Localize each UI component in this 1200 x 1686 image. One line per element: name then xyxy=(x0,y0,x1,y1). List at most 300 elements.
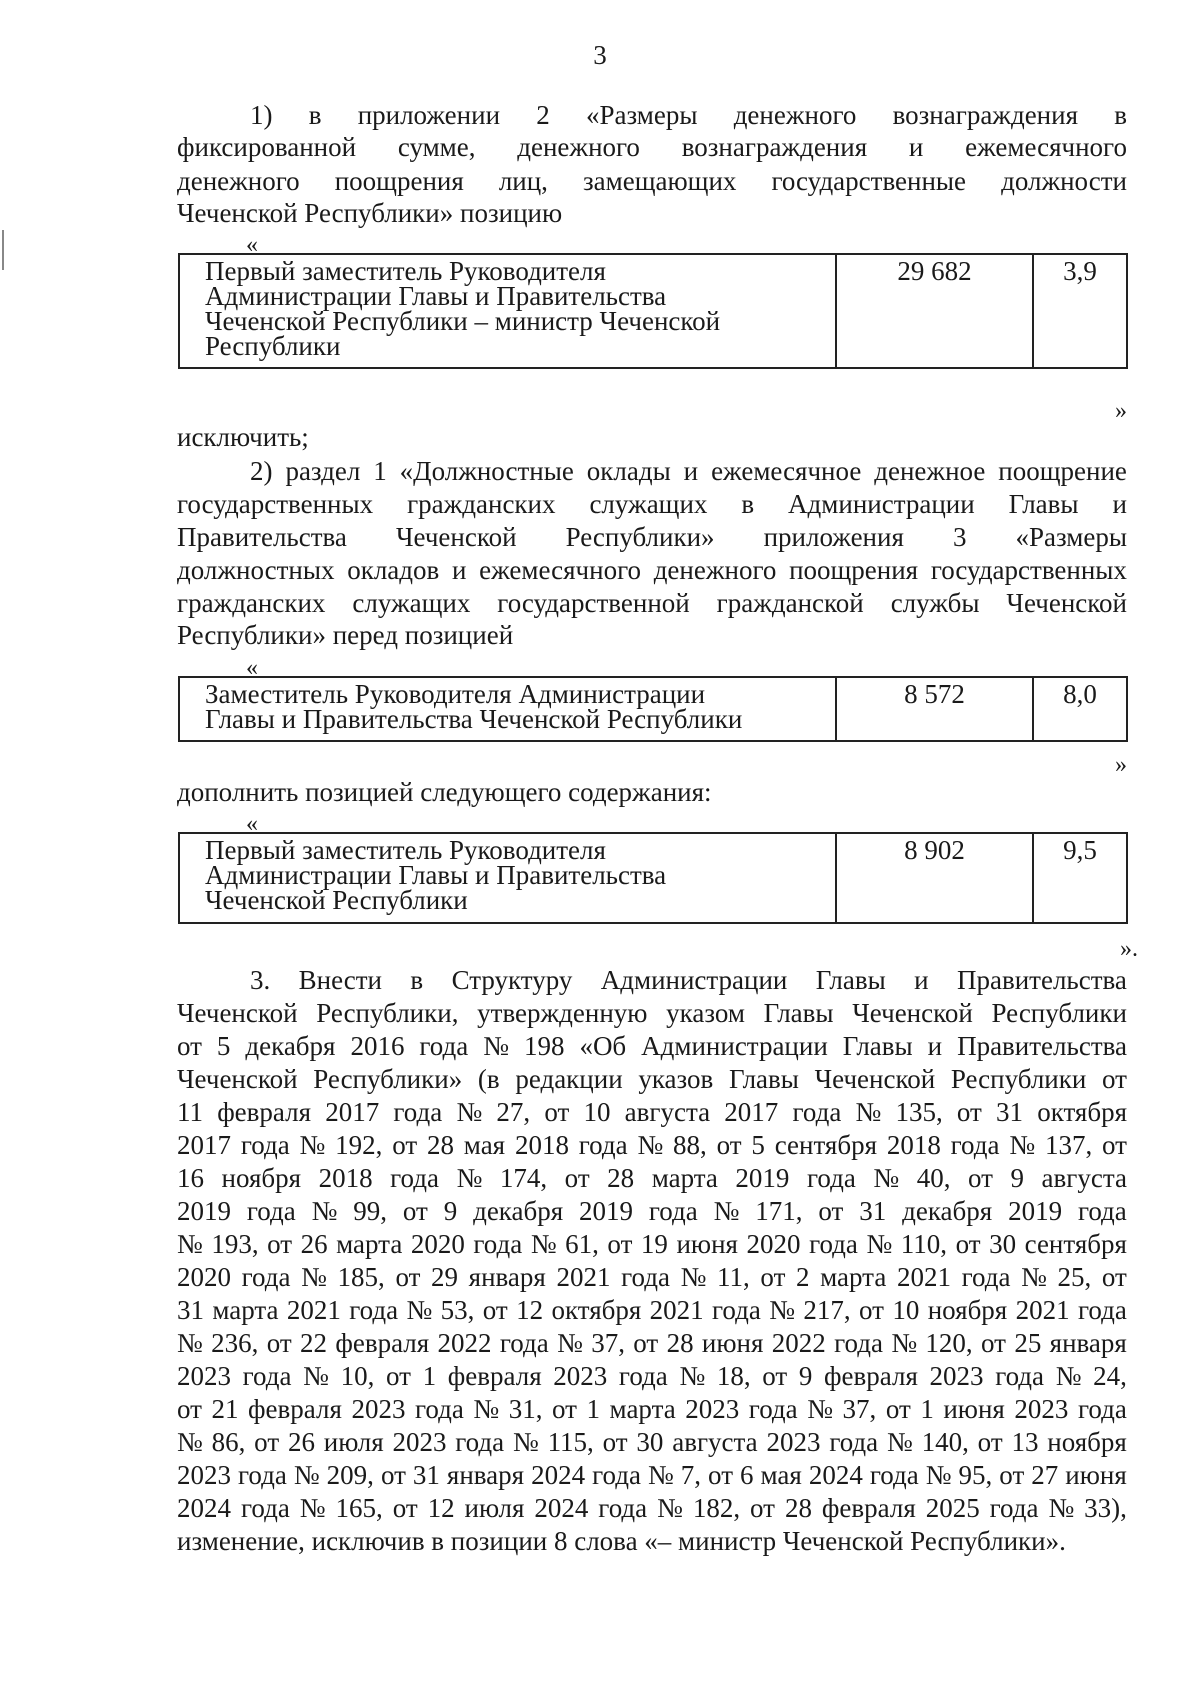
word: 1 xyxy=(422,1361,437,1391)
word: № xyxy=(530,1229,557,1259)
coefficient-cell: 3,9 xyxy=(1033,254,1127,368)
item1-action: исключить; xyxy=(177,422,309,452)
word: Внести xyxy=(298,965,383,995)
word: Правительства xyxy=(957,1031,1127,1061)
position-name-cell xyxy=(179,677,836,741)
word: Главы xyxy=(815,965,886,995)
word: от xyxy=(762,1361,788,1391)
word: от xyxy=(981,1328,1006,1358)
word: от xyxy=(967,1163,993,1193)
word: года xyxy=(834,1328,883,1358)
word: 13 xyxy=(1011,1427,1039,1457)
word: № xyxy=(512,1427,539,1457)
word: гражданской xyxy=(716,588,864,618)
word: октября xyxy=(551,1295,642,1325)
word: Главы xyxy=(1008,489,1079,519)
table-row xyxy=(179,677,1127,741)
word: от xyxy=(955,1229,981,1259)
word: 2022 xyxy=(771,1328,826,1358)
word: 10, xyxy=(340,1361,375,1391)
word: 2019 xyxy=(177,1196,231,1226)
word: 2024 xyxy=(177,1493,231,1523)
word: 95, xyxy=(958,1460,993,1490)
word: № xyxy=(769,1295,796,1325)
word: 33), xyxy=(1084,1493,1127,1523)
scan-edge-mark xyxy=(2,230,4,270)
word: июля xyxy=(464,1493,525,1523)
word: от xyxy=(956,1097,982,1127)
word: окладов xyxy=(347,555,440,585)
word: 2) xyxy=(250,456,273,486)
word: года xyxy=(598,1493,648,1523)
word: «Должностные xyxy=(399,456,574,486)
word: августа xyxy=(624,1097,711,1127)
word: декабря xyxy=(245,1031,336,1061)
word: и xyxy=(914,965,929,995)
word: 25 xyxy=(1014,1328,1042,1358)
word: года xyxy=(621,1262,670,1292)
word: от xyxy=(392,1130,418,1160)
word: от xyxy=(177,1031,202,1061)
word: от xyxy=(607,1229,633,1259)
word: № xyxy=(177,1427,203,1457)
word: 18, xyxy=(716,1361,751,1391)
position-name-line: Чеченской Республики xyxy=(205,885,468,915)
word: 165, xyxy=(335,1493,383,1523)
word: года xyxy=(648,1196,698,1226)
word: марта xyxy=(336,1229,403,1259)
word: в xyxy=(410,965,424,995)
word: лиц, xyxy=(498,166,548,196)
table3-close-quote: ». xyxy=(1120,936,1138,962)
word: от xyxy=(818,1196,844,1226)
word: года xyxy=(806,1163,856,1193)
table2-close-quote: » xyxy=(1115,752,1127,778)
word: Чеченской xyxy=(177,1064,298,1094)
word: Республики» xyxy=(313,1064,463,1094)
word: в xyxy=(741,489,755,519)
word: 86, xyxy=(211,1427,246,1457)
word: 1) xyxy=(250,100,273,130)
word: 28 xyxy=(607,1163,635,1193)
word: замещающих xyxy=(582,166,737,196)
word: года xyxy=(829,1427,879,1457)
word: 137, xyxy=(1044,1130,1093,1160)
word: должности xyxy=(1001,166,1127,196)
word: июля xyxy=(323,1427,384,1457)
word: государственной xyxy=(497,588,690,618)
word: 1 xyxy=(586,1394,600,1424)
word: 53, xyxy=(440,1295,475,1325)
word: Чеченской xyxy=(814,1064,936,1094)
word: 1 xyxy=(373,456,387,486)
word: № xyxy=(855,1097,882,1127)
word: 2023 xyxy=(553,1361,608,1391)
word: 40, xyxy=(916,1163,951,1193)
word: № xyxy=(866,1229,893,1259)
word: года xyxy=(473,1229,523,1259)
word: № xyxy=(456,1163,483,1193)
word: от xyxy=(633,1328,659,1358)
word: 19 xyxy=(640,1229,668,1259)
position-name-line: Заместитель Руководителя Администрации xyxy=(205,679,706,709)
word: указом xyxy=(666,998,745,1028)
word: года xyxy=(792,1097,842,1127)
word: 24, xyxy=(1093,1361,1127,1391)
word: редакции xyxy=(515,1064,623,1094)
word: июня xyxy=(1065,1460,1127,1490)
item3-line-2 xyxy=(177,1000,1127,1027)
word: сумме, xyxy=(397,132,476,162)
item3-line-15 xyxy=(177,1429,1127,1456)
word: от xyxy=(544,1097,570,1127)
word: служащих xyxy=(352,588,471,618)
word: года xyxy=(419,1031,469,1061)
word: № xyxy=(1055,1361,1082,1391)
word: государственных xyxy=(930,555,1127,585)
word: и xyxy=(451,555,467,585)
word: 2023 xyxy=(929,1361,984,1391)
word: 2021 xyxy=(556,1262,611,1292)
word: от xyxy=(750,1493,775,1523)
page-number: 3 xyxy=(593,40,607,70)
word: 2024 xyxy=(808,1460,863,1490)
word: от xyxy=(977,1427,1003,1457)
word: года xyxy=(950,1130,1000,1160)
word: № xyxy=(925,1460,952,1490)
word: от xyxy=(177,1394,202,1424)
word: ежемесячное xyxy=(711,456,862,486)
word: года xyxy=(748,1394,798,1424)
word: 27, xyxy=(496,1097,531,1127)
word: 5 xyxy=(751,1130,765,1160)
word: № xyxy=(177,1229,203,1259)
word: денежного xyxy=(733,100,857,130)
word: 2023 xyxy=(1014,1394,1069,1424)
word: ежемесячного xyxy=(965,132,1127,162)
word: 27 xyxy=(1031,1460,1059,1490)
word: июня xyxy=(943,1394,1005,1424)
word: 16 xyxy=(177,1163,204,1193)
word: 21 xyxy=(211,1394,239,1424)
word: Администрации xyxy=(600,965,788,995)
word: гражданских xyxy=(407,489,556,519)
word: 31 xyxy=(412,1460,440,1490)
word: 174, xyxy=(499,1163,548,1193)
word: поощрение xyxy=(998,456,1127,486)
word: 12 xyxy=(427,1493,455,1523)
word: года xyxy=(349,1295,399,1325)
word: Главы xyxy=(763,998,834,1028)
word: Республики xyxy=(950,1064,1087,1094)
word: 115, xyxy=(547,1427,594,1457)
item3-line-17 xyxy=(177,1495,1127,1522)
word: 209, xyxy=(326,1460,374,1490)
word: утвержденную xyxy=(477,998,648,1028)
word: февраля xyxy=(821,1493,916,1523)
word: мая xyxy=(760,1460,802,1490)
word: 28 xyxy=(784,1493,812,1523)
word: от xyxy=(386,1361,411,1391)
table-row xyxy=(179,254,1127,368)
word: от xyxy=(716,1130,742,1160)
item3-line-3 xyxy=(177,1033,1127,1060)
word: ежемесячного xyxy=(479,555,641,585)
word: 2025 xyxy=(925,1493,980,1523)
word: от xyxy=(266,1328,292,1358)
word: июня xyxy=(676,1229,738,1259)
word: и xyxy=(908,132,924,162)
word: года xyxy=(499,1328,549,1358)
word: 2016 xyxy=(350,1031,405,1061)
word: № xyxy=(456,1097,483,1127)
item3-line-13 xyxy=(177,1363,1127,1390)
position-name-cell xyxy=(179,833,836,923)
word: 2020 xyxy=(177,1262,231,1292)
word: № xyxy=(299,1130,326,1160)
word: № xyxy=(648,1460,674,1490)
item2-line-3 xyxy=(177,524,1127,551)
item3-line-5 xyxy=(177,1099,1127,1126)
word: № xyxy=(1009,1130,1036,1160)
word: 22 xyxy=(300,1328,327,1358)
word: от xyxy=(402,1196,428,1226)
word: гражданских xyxy=(177,588,326,618)
word: 192, xyxy=(335,1130,383,1160)
word: и xyxy=(1112,489,1127,519)
word: 10 xyxy=(583,1097,611,1127)
item3-line-18: изменение, исключив в позиции 8 слова «– министр Чеченской Республики». xyxy=(177,1526,1066,1556)
word: 3 xyxy=(952,522,967,552)
word: № xyxy=(311,1196,338,1226)
word: 2021 xyxy=(649,1295,704,1325)
word: от xyxy=(760,1262,786,1292)
word: 30 xyxy=(636,1427,664,1457)
word: Главы xyxy=(728,1064,799,1094)
word: 31 xyxy=(177,1295,204,1325)
word: 2018 xyxy=(318,1163,373,1193)
table1-close-quote: » xyxy=(1115,398,1127,424)
word: 2 xyxy=(796,1262,810,1292)
word: поощрения xyxy=(789,555,919,585)
word: 37, xyxy=(842,1394,877,1424)
word: 2023 xyxy=(177,1460,231,1490)
word: года xyxy=(240,1493,290,1523)
word: 198 xyxy=(523,1031,565,1061)
word: 193, xyxy=(211,1229,259,1259)
word: ноября xyxy=(927,1295,1008,1325)
word: № xyxy=(873,1163,900,1193)
item3-line-11 xyxy=(177,1297,1127,1324)
word: марта xyxy=(651,1163,718,1193)
word: февраля xyxy=(335,1328,430,1358)
word: 182, xyxy=(692,1493,741,1523)
word: 31 xyxy=(996,1097,1024,1127)
position-name-line: Республики xyxy=(205,331,341,361)
word: 2021 xyxy=(1015,1295,1070,1325)
word: 2023 xyxy=(685,1394,740,1424)
word: денежное xyxy=(874,456,986,486)
word: декабря xyxy=(473,1196,564,1226)
word: 1 xyxy=(920,1394,934,1424)
word: Чеченской xyxy=(852,998,973,1028)
word: года xyxy=(869,1460,919,1490)
word: № xyxy=(679,1361,706,1391)
word: 2024 xyxy=(531,1460,586,1490)
word: № xyxy=(557,1328,583,1358)
word: приложении xyxy=(357,100,501,130)
word: 61, xyxy=(565,1229,599,1259)
word: 26 xyxy=(287,1427,315,1457)
word: года xyxy=(809,1229,858,1259)
word: от xyxy=(392,1493,418,1523)
table2-open-quote: « xyxy=(246,655,258,681)
word: № xyxy=(637,1130,664,1160)
word: января xyxy=(1049,1328,1127,1358)
word: декабря xyxy=(902,1196,993,1226)
word: Республики, xyxy=(316,998,459,1028)
word: 3. xyxy=(250,965,271,995)
word: 2023 xyxy=(392,1427,447,1457)
word: № xyxy=(1021,1262,1047,1292)
item2-line-2 xyxy=(177,491,1127,518)
word: 7, xyxy=(680,1460,702,1490)
word: 2024 xyxy=(534,1493,589,1523)
word: 135, xyxy=(895,1097,943,1127)
word: фиксированной xyxy=(177,132,357,162)
word: года xyxy=(1077,1196,1127,1226)
word: Главы xyxy=(842,1031,913,1061)
table-position-new xyxy=(178,832,1128,924)
position-name-line: Главы и Правительства Чеченской Республики xyxy=(205,704,743,734)
word: февраля xyxy=(217,1097,312,1127)
word: года xyxy=(1077,1295,1127,1325)
word: 185, xyxy=(337,1262,385,1292)
item1-line-4: Чеченской Республики» позицию xyxy=(177,198,563,228)
word: 2023 xyxy=(177,1361,231,1391)
word: Правительства xyxy=(957,965,1127,995)
word: № xyxy=(1048,1493,1075,1523)
word: года xyxy=(390,1163,440,1193)
word: 25, xyxy=(1057,1262,1092,1292)
word: № xyxy=(303,1361,329,1391)
word: 2023 xyxy=(766,1427,821,1457)
word: сентября xyxy=(1024,1229,1127,1259)
word: года xyxy=(241,1262,291,1292)
item3-line-1 xyxy=(177,967,1127,994)
word: № xyxy=(406,1295,433,1325)
word: в xyxy=(1114,100,1127,130)
word: должностных xyxy=(177,555,335,585)
word: государственных xyxy=(177,489,374,519)
word: июня xyxy=(701,1328,764,1358)
word: 217, xyxy=(803,1295,851,1325)
word: в xyxy=(308,100,322,130)
word: Республики xyxy=(991,998,1127,1028)
item2-line-1 xyxy=(177,458,1127,485)
word: года xyxy=(240,1130,290,1160)
word: года xyxy=(455,1427,505,1457)
word: 10 xyxy=(892,1295,920,1325)
word: 171, xyxy=(755,1196,803,1226)
item3-line-16 xyxy=(177,1462,1127,1489)
position-name-line: Первый заместитель Руководителя xyxy=(205,256,606,286)
word: года xyxy=(618,1361,668,1391)
word: января xyxy=(446,1460,525,1490)
word: от xyxy=(254,1427,280,1457)
word: 26 xyxy=(300,1229,328,1259)
word: Администрации xyxy=(788,489,975,519)
word: 110, xyxy=(900,1229,948,1259)
word: февраля xyxy=(447,1361,542,1391)
word: 236, xyxy=(211,1328,259,1358)
word: от xyxy=(482,1295,508,1325)
word: Чеченской xyxy=(1006,588,1127,618)
word: 11 xyxy=(177,1097,203,1127)
word: от xyxy=(999,1460,1025,1490)
word: Чеченской xyxy=(395,522,517,552)
word: от xyxy=(380,1460,406,1490)
word: № xyxy=(713,1196,740,1226)
word: Структуру xyxy=(451,965,573,995)
word: 37, xyxy=(591,1328,625,1358)
word: 140, xyxy=(921,1427,969,1457)
word: 2023 xyxy=(351,1394,406,1424)
word: 2017 xyxy=(177,1130,231,1160)
word: Администрации xyxy=(641,1031,828,1061)
item1-line-1 xyxy=(177,102,1127,129)
table-position-removed xyxy=(178,253,1128,369)
word: от xyxy=(602,1427,628,1457)
word: 2017 xyxy=(724,1097,779,1127)
item3-line-6 xyxy=(177,1132,1127,1159)
word: раздел xyxy=(285,456,361,486)
word: от xyxy=(1102,1064,1127,1094)
word: февраля xyxy=(248,1394,342,1424)
word: денежного xyxy=(653,555,777,585)
word: денежного xyxy=(517,132,640,162)
word: 2019 xyxy=(579,1196,634,1226)
item3-line-14 xyxy=(177,1396,1127,1423)
word: службы xyxy=(890,588,980,618)
word: служащих xyxy=(589,489,708,519)
word: 30 xyxy=(989,1229,1017,1259)
word: февраля xyxy=(824,1361,918,1391)
word: «Об xyxy=(579,1031,627,1061)
word: марта xyxy=(609,1394,676,1424)
word: № xyxy=(891,1328,918,1358)
word: года xyxy=(995,1361,1045,1391)
word: 28 xyxy=(426,1130,454,1160)
word: 5 xyxy=(216,1031,231,1061)
word: «Размеры xyxy=(585,100,698,130)
word: от xyxy=(1102,1130,1127,1160)
word: 31 xyxy=(859,1196,887,1226)
table-row xyxy=(179,833,1127,923)
word: (в xyxy=(477,1064,500,1094)
item3-line-8 xyxy=(177,1198,1127,1225)
word: 2020 xyxy=(410,1229,465,1259)
word: 28 xyxy=(666,1328,694,1358)
word: № xyxy=(657,1493,683,1523)
word: 2021 xyxy=(286,1295,341,1325)
word: 2018 xyxy=(886,1130,941,1160)
word: сентября xyxy=(774,1130,877,1160)
word: года xyxy=(1077,1394,1127,1424)
coefficient-cell: 9,5 xyxy=(1033,833,1127,923)
word: № xyxy=(483,1031,509,1061)
word: № xyxy=(473,1394,500,1424)
